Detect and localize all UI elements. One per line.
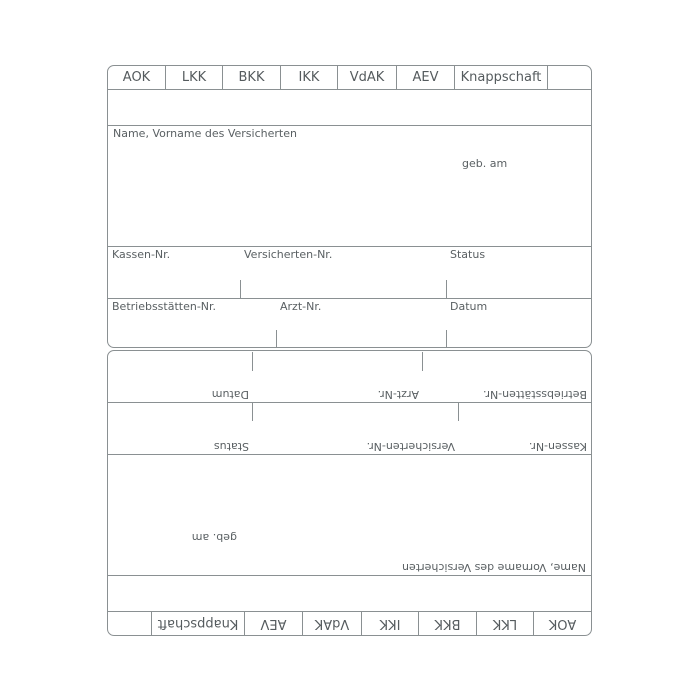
insurance-form-upright — [107, 65, 592, 348]
field-tick — [252, 352, 253, 371]
divider — [108, 454, 591, 455]
datum-label: Datum — [450, 300, 488, 313]
insurer-cell-vdak[interactable]: VdAK — [302, 612, 361, 635]
status-label: Status — [450, 248, 486, 261]
divider — [108, 611, 591, 612]
arzt-nr-label: Arzt-Nr. — [377, 388, 419, 401]
birth-date-label: geb. am — [462, 157, 508, 170]
versicherten-nr-label: Versicherten-Nr. — [366, 440, 455, 453]
divider — [108, 575, 591, 576]
insurer-cell-bkk[interactable]: BKK — [418, 612, 476, 635]
insurer-cell-knappschaft[interactable]: Knappschaft — [151, 612, 244, 635]
insurance-form-inverted — [107, 350, 592, 636]
betriebsstaetten-nr-label: Betriebsstätten-Nr. — [112, 300, 217, 313]
insurer-row — [108, 66, 591, 89]
name-label: Name, Vorname des Versicherten — [113, 127, 297, 140]
insurer-cell-aev[interactable]: AEV — [397, 66, 455, 89]
kassen-nr-label: Kassen-Nr. — [528, 440, 587, 453]
divider — [108, 246, 591, 247]
insurer-cell-ikk[interactable]: IKK — [281, 66, 338, 89]
insurer-cell-aok[interactable]: AOK — [108, 66, 166, 89]
name-label: Name, Vorname des Versicherten — [402, 561, 586, 574]
arzt-nr-label: Arzt-Nr. — [280, 300, 322, 313]
divider — [108, 402, 591, 403]
field-tick — [276, 330, 277, 348]
insurer-cell-vdak[interactable]: VdAK — [338, 66, 397, 89]
insurer-cell-lkk[interactable]: LKK — [166, 66, 223, 89]
divider — [108, 89, 591, 90]
field-tick — [446, 330, 447, 348]
field-tick — [458, 403, 459, 421]
insurer-cell-aok[interactable]: AOK — [533, 612, 591, 635]
betriebsstaetten-nr-label: Betriebsstätten-Nr. — [482, 388, 587, 401]
insurer-cell-knappschaft[interactable]: Knappschaft — [455, 66, 548, 89]
insurer-cell-ikk[interactable]: IKK — [361, 612, 418, 635]
insurer-cell-lkk[interactable]: LKK — [476, 612, 533, 635]
kassen-nr-label: Kassen-Nr. — [112, 248, 171, 261]
field-tick — [446, 280, 447, 298]
field-tick — [240, 280, 241, 298]
insurer-row — [108, 612, 591, 635]
datum-label: Datum — [211, 388, 249, 401]
status-label: Status — [213, 440, 249, 453]
divider — [108, 125, 591, 126]
field-tick — [422, 352, 423, 371]
birth-date-label: geb. am — [191, 531, 237, 544]
insurer-cell-aev[interactable]: AEV — [244, 612, 302, 635]
divider — [108, 298, 591, 299]
insurer-cell-empty[interactable] — [109, 612, 151, 635]
insurer-cell-bkk[interactable]: BKK — [223, 66, 281, 89]
insurer-cell-empty[interactable] — [548, 66, 590, 89]
versicherten-nr-label: Versicherten-Nr. — [244, 248, 333, 261]
field-tick — [252, 403, 253, 421]
